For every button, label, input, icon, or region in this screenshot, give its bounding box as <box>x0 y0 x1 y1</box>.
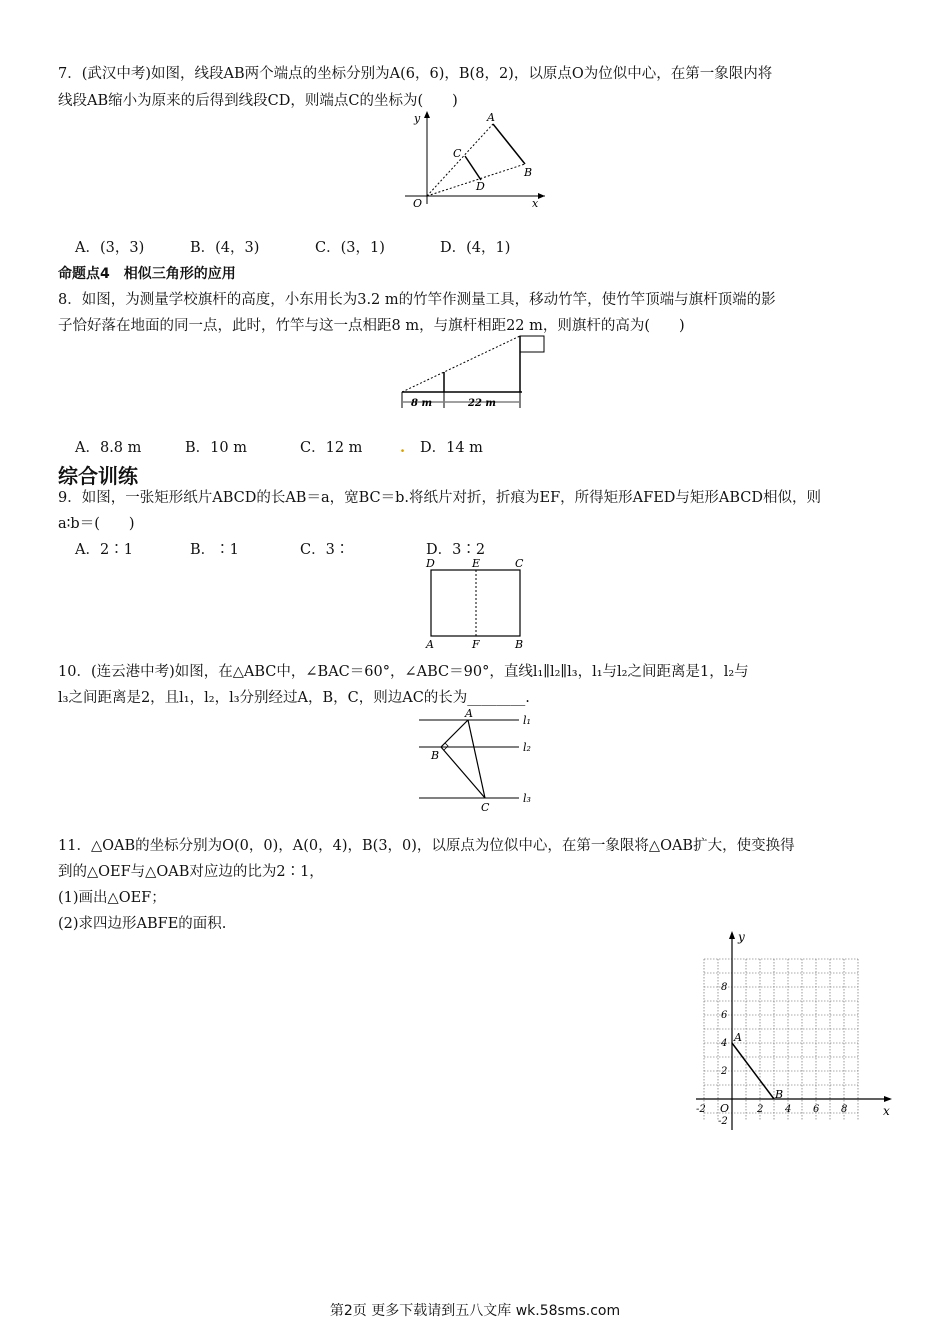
q8-option-d[interactable]: D．14 m <box>420 440 483 456</box>
q8-marker-dot: . <box>400 439 406 456</box>
q9-f-label: F <box>472 638 480 651</box>
q8-option-b[interactable]: B．10 m <box>185 440 247 456</box>
q11-ytick-4: 4 <box>721 1038 728 1049</box>
q8-dist2-label: 22 m <box>468 398 496 409</box>
q7-o-label: O <box>413 197 423 210</box>
q7-a-label: A <box>487 111 495 124</box>
q11-a-label: A <box>734 1031 742 1044</box>
q7-line2: 线段AB缩小为原来的后得到线段CD，则端点C的坐标为( ) <box>58 93 458 109</box>
q11-o-label: O <box>720 1102 730 1115</box>
q8-option-a[interactable]: A．8.8 m <box>75 440 142 456</box>
q11-ytick-8: 8 <box>721 982 728 993</box>
q10-l3-label: l₃ <box>523 792 531 805</box>
section-title: 综合训练 <box>58 464 138 488</box>
q10-c-label: C <box>481 801 490 814</box>
q11-y-label: y <box>738 930 745 944</box>
q7-option-b[interactable]: B．(4，3) <box>190 240 260 256</box>
q8-line2: 子恰好落在地面的同一点，此时，竹竿与这一点相距8 m，与旗杆相距22 m，则旗杆的高为( ) <box>58 318 685 334</box>
q7-figure <box>395 108 555 212</box>
q11-b-label: B <box>775 1088 784 1101</box>
q11-line1: 11．△OAB的坐标分别为O(0，0)，A(0，4)，B(3，0)，以原点为位似中心，在第一象限将△OAB扩大，使变换得 <box>58 838 795 854</box>
q11-xtick-4: 4 <box>785 1104 792 1115</box>
q7-y-label: y <box>414 112 421 125</box>
q11-part1: (1)画出△OEF； <box>58 890 166 906</box>
q7-line1: 7．(武汉中考)如图，线段AB两个端点的坐标分别为A(6，6)，B(8，2)，以原点O为位似中心，在第一象限内将 <box>58 66 773 82</box>
q7-x-label: x <box>532 197 539 210</box>
q10-a-label: A <box>465 707 473 720</box>
q10-l2-label: l₂ <box>523 741 531 754</box>
q7-b-label: B <box>524 166 533 179</box>
q11-ytick-2: 2 <box>721 1066 728 1077</box>
page-footer: 第2页 更多下载请到五八文库 wk.58sms.com <box>329 1303 621 1319</box>
q9-b-label: B <box>515 638 524 651</box>
q11-part2: (2)求四边形ABFE的面积. <box>58 916 227 932</box>
q11-x-label: x <box>883 1104 890 1118</box>
q11-xtick-neg2: -2 <box>696 1104 706 1115</box>
q11-xtick-2: 2 <box>757 1104 764 1115</box>
q11-ytick-neg2: -2 <box>718 1116 728 1127</box>
q10-figure <box>415 705 545 815</box>
q9-option-c[interactable]: C．3∶ <box>300 542 350 558</box>
q7-d-label: D <box>476 180 485 193</box>
q9-option-a[interactable]: A．2∶1 <box>75 542 133 558</box>
q8-option-c[interactable]: C．12 m <box>300 440 363 456</box>
q8-figure <box>398 330 558 416</box>
q11-xtick-8: 8 <box>841 1104 848 1115</box>
q9-line2: a∶b＝( ) <box>58 516 135 532</box>
q8-dist1-label: 8 m <box>411 398 433 409</box>
q7-option-d[interactable]: D．(4，1) <box>440 240 511 256</box>
q9-d-label: D <box>426 557 435 570</box>
q7-option-c[interactable]: C．(3，1) <box>315 240 385 256</box>
q9-line1: 9．如图，一张矩形纸片ABCD的长AB＝a，宽BC＝b.将纸片对折，折痕为EF，所得矩形AFED与矩形ABCD相似，则 <box>58 490 822 506</box>
q9-a-label: A <box>426 638 434 651</box>
q9-c-label: C <box>515 557 524 570</box>
q10-l1-label: l₁ <box>523 714 531 727</box>
q10-line2: l₃之间距离是2，且l₁，l₂，l₃分别经过A，B，C，则边AC的长为________. <box>58 690 530 706</box>
q11-ytick-6: 6 <box>721 1010 728 1021</box>
q7-option-a[interactable]: A．(3，3) <box>75 240 145 256</box>
q9-e-label: E <box>472 557 481 570</box>
q9-option-b[interactable]: B．∶1 <box>190 542 239 558</box>
q11-grid-figure <box>690 925 900 1131</box>
q11-xtick-6: 6 <box>813 1104 820 1115</box>
q8-line1: 8．如图，为测量学校旗杆的高度，小东用长为3.2 m的竹竿作测量工具，移动竹竿，使竹竿顶端与旗杆顶端的影 <box>58 292 776 308</box>
q9-option-d[interactable]: D．3∶2 <box>426 542 486 558</box>
q11-line2: 到的△OEF与△OAB对应边的比为2∶1， <box>58 864 324 880</box>
q7-options <box>75 238 510 258</box>
q10-b-label: B <box>431 749 440 762</box>
topic4-heading: 命题点4 相似三角形的应用 <box>58 266 236 282</box>
q7-c-label: C <box>453 147 462 160</box>
q9-figure <box>420 554 532 652</box>
q10-line1: 10．(连云港中考)如图，在△ABC中，∠BAC＝60°，∠ABC＝90°，直线l₁∥l₂∥l₃，l₁与l₂之间距离是1，l₂与 <box>58 664 749 680</box>
q8-options <box>75 438 483 458</box>
